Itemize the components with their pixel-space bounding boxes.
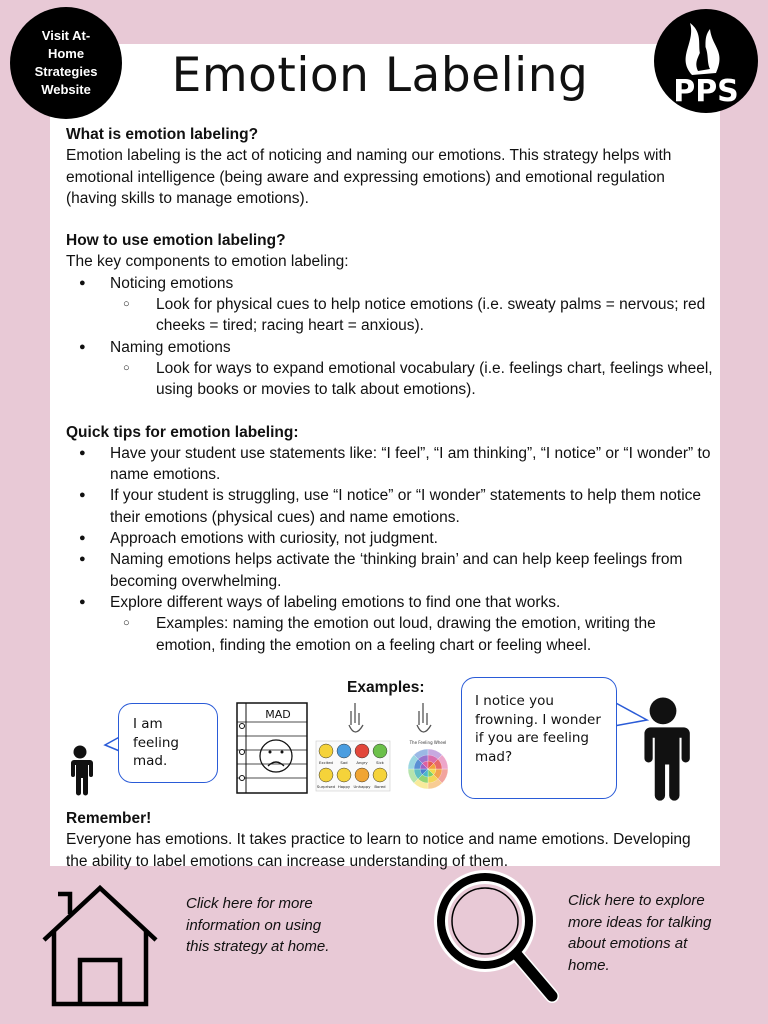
feeling-face-label: Sick xyxy=(376,760,384,765)
adult-person-icon xyxy=(630,696,696,800)
what-body: Emotion labeling is the act of noticing and naming our emotions. This strategy helps with emotional intelligence (being aware and expressing emotions) and emotional regulation (having skills to manage emotions). xyxy=(66,147,672,207)
feeling-face-label: Angry xyxy=(356,760,368,765)
speech-bubble-adult xyxy=(461,677,617,799)
what-heading: What is emotion labeling? xyxy=(66,126,259,143)
remember-body: Everyone has emotions. It takes practice to learn to notice and name emotions. Developing the ability to label emotions can increase understanding of them. xyxy=(66,831,691,870)
feeling-face-label: Excited xyxy=(319,760,333,765)
mad-drawing-label: MAD xyxy=(265,708,291,721)
feeling-face-icon xyxy=(319,768,333,782)
list-item: ● If your student is struggling, use “I notice” or “I wonder” statements to help them notice their emotions (physical cues) and name emotions. xyxy=(66,485,716,528)
magnifying-glass-icon[interactable] xyxy=(430,866,566,1012)
list-item xyxy=(66,273,716,337)
feeling-face-icon xyxy=(337,768,351,782)
speech-bubble-child-text: I am feeling mad. xyxy=(133,716,179,769)
feeling-wheel-title: The Feeling Wheel xyxy=(409,740,447,745)
house-icon[interactable] xyxy=(40,884,160,1006)
child-person-icon xyxy=(64,745,96,795)
tips-heading: Quick tips for emotion labeling: xyxy=(66,423,299,441)
how-heading: How to use emotion labeling? xyxy=(66,232,286,250)
remember-section xyxy=(66,808,716,872)
feeling-face-icon xyxy=(355,768,369,782)
tip-item-label: Explore different ways of labeling emotions to find one that works. xyxy=(110,593,561,611)
pps-logo xyxy=(652,5,760,117)
list-item: ○ Look for ways to expand emotional vocabulary (i.e. feelings chart, feelings wheel, using books or movies to talk about emotions). xyxy=(66,358,716,401)
speech-bubble-adult-text: I notice you frowning. I wonder if you are feeling mad? xyxy=(475,693,601,765)
feeling-face-label: Bored xyxy=(374,784,386,789)
feeling-face-icon xyxy=(355,744,369,758)
page-title: Emotion Labeling xyxy=(171,48,589,103)
pointing-hand-icon xyxy=(413,701,435,741)
feeling-face-label: Surprised xyxy=(316,784,336,789)
list-item: ● Approach emotions with curiosity, not judgment. xyxy=(66,528,716,549)
feeling-face-icon xyxy=(319,744,333,758)
feeling-face-label: Unhappy xyxy=(353,784,371,789)
tips-list xyxy=(66,443,716,656)
how-item-label: Naming emotions xyxy=(110,338,231,356)
visit-website-label: Visit At-Home Strategies Website xyxy=(34,28,98,97)
list-item: ○ Look for physical cues to help notice emotions (i.e. sweaty palms = nervous; red cheeks = tired; racing heart = anxious). xyxy=(66,294,716,337)
examples-label: Examples: xyxy=(347,679,425,696)
pointing-hand-icon xyxy=(345,701,367,741)
remember-heading: Remember! xyxy=(66,810,152,827)
list-item: ○ Examples: naming the emotion out loud, drawing the emotion, writing the emotion, finding the emotion on a feeling chart or feeling wheel. xyxy=(66,613,716,656)
visit-website-button[interactable] xyxy=(10,7,122,119)
speech-bubble-child xyxy=(118,703,218,783)
home-info-link[interactable]: Click here for more information on using this strategy at home. xyxy=(186,895,330,955)
main-content xyxy=(66,124,716,656)
feeling-face-label: Sad xyxy=(340,760,348,765)
feelings-chart-icon xyxy=(316,741,390,791)
feeling-face-label: Happy xyxy=(337,784,351,789)
how-item-label: Noticing emotions xyxy=(110,274,234,292)
list-item xyxy=(66,592,716,656)
list-item: ● Naming emotions helps activate the ‘thinking brain’ and can help keep feelings from becoming overwhelming. xyxy=(66,549,716,592)
feeling-face-icon xyxy=(373,744,387,758)
feeling-face-icon xyxy=(337,744,351,758)
list-item: ● Have your student use statements like: “I feel”, “I am thinking”, “I notice” or “I wonder” to name emotions. xyxy=(66,443,716,486)
how-intro: The key components to emotion labeling: xyxy=(66,253,349,271)
list-item xyxy=(66,337,716,401)
how-list xyxy=(66,273,716,401)
explore-ideas-link[interactable]: Click here to explore more ideas for talking about emotions at home. xyxy=(568,892,712,974)
mad-drawing-icon xyxy=(236,702,308,794)
feeling-wheel-icon xyxy=(400,739,456,791)
feeling-face-icon xyxy=(373,768,387,782)
pps-logo-text: PPS xyxy=(673,74,739,109)
